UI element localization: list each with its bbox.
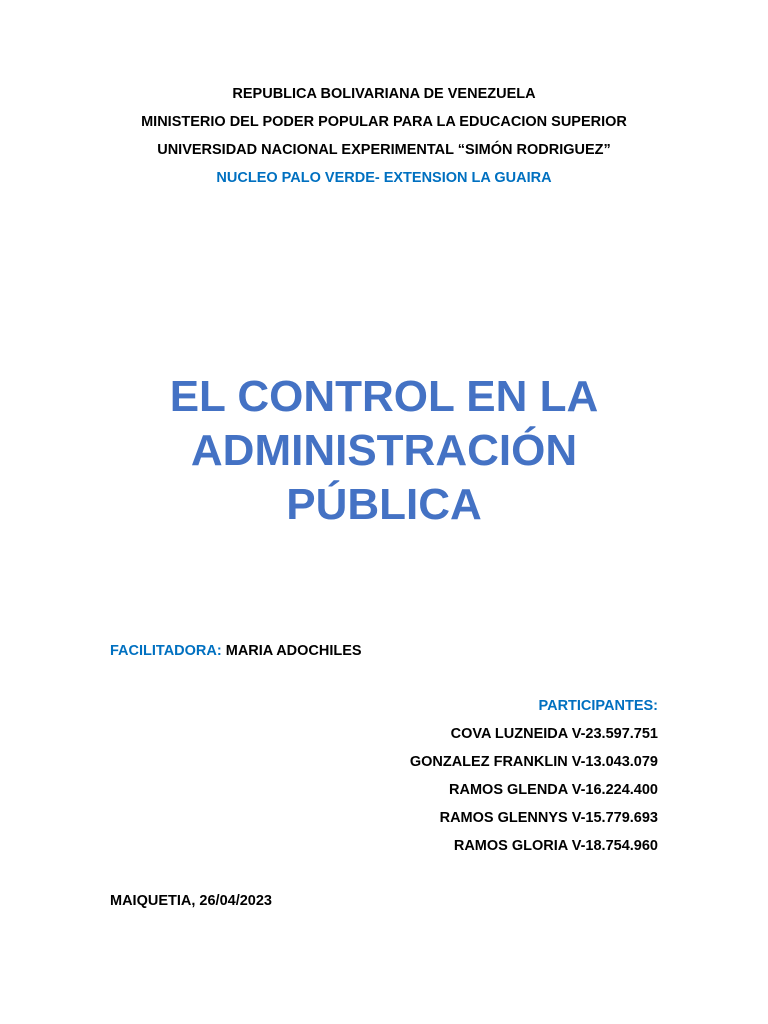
facilitator-name: MARIA ADOCHILES — [225, 643, 362, 659]
participant-item: COVA LUZNEIDA V-23.597.751 — [450, 726, 658, 742]
participants-block — [410, 697, 658, 865]
place-date: MAIQUETIA, 26/04/2023 — [110, 893, 272, 909]
title-line-2: ADMINISTRACIÓN — [190, 426, 578, 475]
participant-item: RAMOS GLENDA V-16.224.400 — [449, 782, 658, 798]
facilitator-line — [110, 642, 362, 660]
header-nucleus: NUCLEO PALO VERDE- EXTENSION LA GUAIRA — [216, 170, 552, 186]
participant-item: RAMOS GLENNYS V-15.779.693 — [439, 810, 658, 826]
header-ministry: MINISTERIO DEL PODER POPULAR PARA LA EDUCACION SUPERIOR — [141, 114, 627, 130]
document-title — [0, 370, 768, 532]
title-line-3: PÚBLICA — [286, 480, 482, 529]
header-republic: REPUBLICA BOLIVARIANA DE VENEZUELA — [232, 86, 536, 102]
participant-item: RAMOS GLORIA V-18.754.960 — [453, 838, 658, 854]
header-university: UNIVERSIDAD NACIONAL EXPERIMENTAL “SIMÓN RODRIGUEZ” — [157, 142, 611, 158]
title-line-1: EL CONTROL EN LA — [169, 372, 599, 421]
participants-label: PARTICIPANTES: — [538, 698, 658, 714]
facilitator-label: FACILITADORA: — [110, 643, 222, 659]
participant-item: GONZALEZ FRANKLIN V-13.043.079 — [409, 754, 658, 770]
